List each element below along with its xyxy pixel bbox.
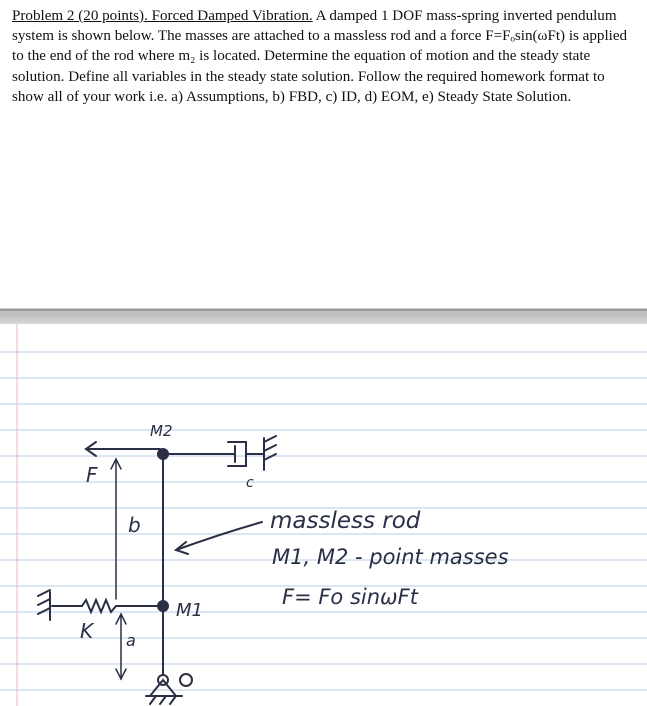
mass-m2 bbox=[157, 448, 169, 460]
note-massless-rod: massless rod bbox=[270, 508, 421, 534]
label-m2: M2 bbox=[150, 422, 173, 440]
label-dimension-a: a bbox=[126, 631, 136, 650]
pin-support bbox=[150, 680, 176, 696]
page-divider-line bbox=[0, 309, 647, 311]
note-point-masses: M1, M2 - point masses bbox=[272, 545, 509, 569]
pin-circle bbox=[180, 674, 192, 686]
problem-body: A damped 1 DOF mass-spring inverted pendulum system is shown below. The masses are attached to a massless rod and a force F=Fₒsin(ωFt) is applied to the end of the rod where m₂ is located. Determine the equation of motion and the steady state solution. Define all variables in the steady state solution. Follow the required homework format to show all of your work i.e. a) Assumptions, b) FBD, c) ID, d) EOM, e) Steady State Solution. bbox=[12, 8, 628, 105]
label-force: F bbox=[86, 463, 98, 487]
notebook-sketch bbox=[0, 324, 647, 706]
problem-statement bbox=[12, 6, 637, 107]
spring-coil bbox=[82, 600, 160, 612]
label-spring: K bbox=[80, 619, 94, 643]
mass-m1 bbox=[157, 600, 169, 612]
note-arrow bbox=[176, 522, 262, 550]
sketch-figure bbox=[0, 324, 647, 706]
note-force: F= Fo sinωFt bbox=[282, 585, 418, 609]
label-dimension-b: b bbox=[128, 513, 141, 537]
problem-heading: Problem 2 (20 points). Forced Damped Vibration. bbox=[12, 8, 313, 24]
label-damper: c bbox=[246, 475, 254, 491]
label-m1: M1 bbox=[176, 600, 203, 621]
